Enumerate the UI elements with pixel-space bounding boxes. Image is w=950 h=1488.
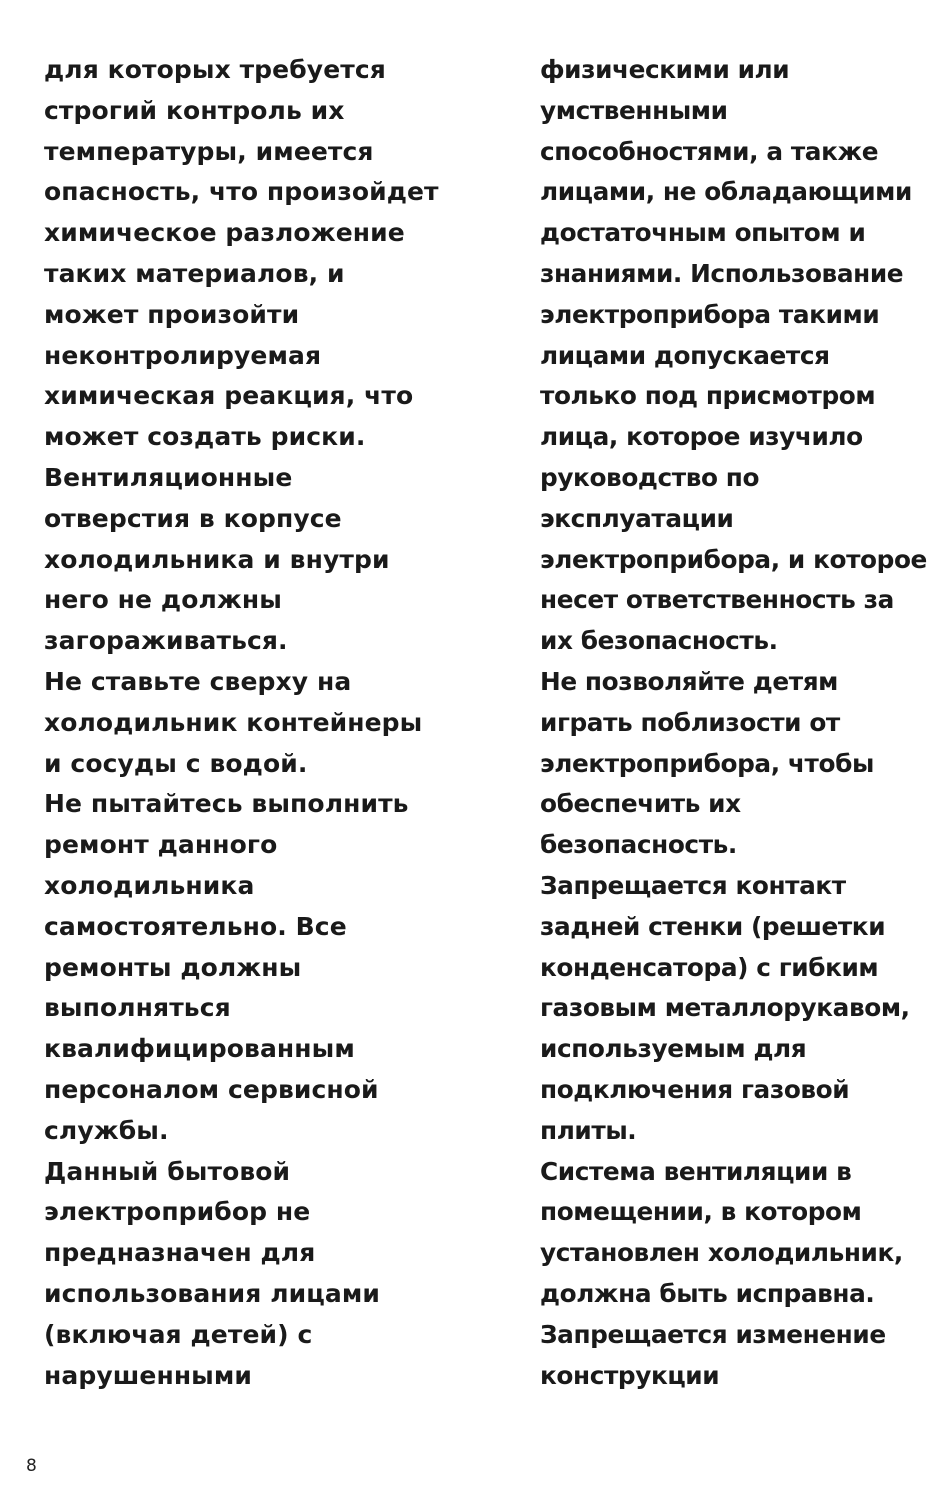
text-line: обеспечить их — [540, 789, 741, 819]
text-line: квалифицированным — [44, 1034, 355, 1064]
text-line: должна быть исправна. — [540, 1278, 875, 1308]
text-line: их безопасность. — [540, 626, 778, 656]
text-line: лица, которое изучило — [540, 422, 863, 452]
text-line: несет ответственность за — [540, 585, 894, 615]
text-line: может создать риски. — [44, 422, 366, 452]
text-line: знаниями. Использование — [540, 258, 904, 288]
text-line: Не ставьте сверху на — [44, 666, 352, 696]
text-line: загораживаться. — [44, 626, 288, 656]
text-line: задней стенки (решетки — [540, 911, 886, 941]
text-line: Вентиляционные — [44, 462, 293, 492]
text-line: нарушенными — [44, 1360, 253, 1390]
text-line: выполняться — [44, 993, 231, 1023]
text-line: ремонты должны — [44, 952, 302, 982]
text-line: лицами, не обладающими — [540, 177, 912, 207]
left-text-column — [44, 50, 514, 1396]
text-line: установлен холодильник, — [540, 1238, 903, 1268]
text-line: только под присмотром — [540, 381, 876, 411]
text-line: (включая детей) с — [44, 1319, 313, 1349]
text-line: лицами допускается — [540, 340, 830, 370]
text-line: холодильника и внутри — [44, 544, 390, 574]
text-line: холодильник контейнеры — [44, 707, 423, 737]
text-line: опасность, что произойдет — [44, 177, 439, 207]
text-line: Данный бытовой — [44, 1156, 291, 1186]
text-line: самостоятельно. Все — [44, 911, 347, 941]
text-line: Не позволяйте детям — [540, 666, 839, 696]
text-line: конструкции — [540, 1360, 720, 1390]
text-line: холодильника — [44, 870, 255, 900]
text-line: Запрещается изменение — [540, 1319, 886, 1349]
text-line: предназначен для — [44, 1238, 316, 1268]
text-line: помещении, в котором — [540, 1197, 862, 1227]
text-line: отверстия в корпусе — [44, 503, 342, 533]
text-line: температуры, имеется — [44, 136, 374, 166]
text-line: химическая реакция, что — [44, 381, 414, 411]
text-line: подключения газовой — [540, 1074, 850, 1104]
text-line: умственными — [540, 95, 728, 125]
text-line: используемым для — [540, 1034, 807, 1064]
text-line: газовым металлорукавом, — [540, 993, 910, 1023]
text-line: службы. — [44, 1115, 169, 1145]
page-number: 8 — [26, 1456, 37, 1476]
text-line: электроприбора, чтобы — [540, 748, 874, 778]
text-line: руководство по — [540, 462, 760, 492]
text-line: персоналом сервисной — [44, 1074, 379, 1104]
text-line: электроприбор не — [44, 1197, 311, 1227]
text-line: ремонт данного — [44, 830, 278, 860]
text-line: Система вентиляции в — [540, 1156, 852, 1186]
text-line: использования лицами — [44, 1278, 381, 1308]
text-line: электроприбора, и которое — [540, 544, 927, 574]
right-text-column — [540, 50, 950, 1396]
text-line: таких материалов, и — [44, 258, 345, 288]
text-line: химическое разложение — [44, 218, 405, 248]
text-line: конденсатора) с гибким — [540, 952, 879, 982]
text-line: достаточным опытом и — [540, 218, 866, 248]
text-line: Запрещается контакт — [540, 870, 846, 900]
text-line: играть поблизости от — [540, 707, 840, 737]
text-line: способностями, а также — [540, 136, 879, 166]
text-line: электроприбора такими — [540, 299, 880, 329]
text-line: плиты. — [540, 1115, 637, 1145]
text-line: Не пытайтесь выполнить — [44, 789, 409, 819]
text-line: физическими или — [540, 55, 790, 84]
text-line: и сосуды с водой. — [44, 748, 308, 778]
text-line: для которых требуется — [44, 55, 386, 84]
text-line: безопасность. — [540, 830, 737, 860]
text-line: него не должны — [44, 585, 282, 615]
text-line: эксплуатации — [540, 503, 734, 533]
text-line: неконтролируемая — [44, 340, 322, 370]
text-line: может произойти — [44, 299, 300, 329]
text-line: строгий контроль их — [44, 95, 345, 125]
